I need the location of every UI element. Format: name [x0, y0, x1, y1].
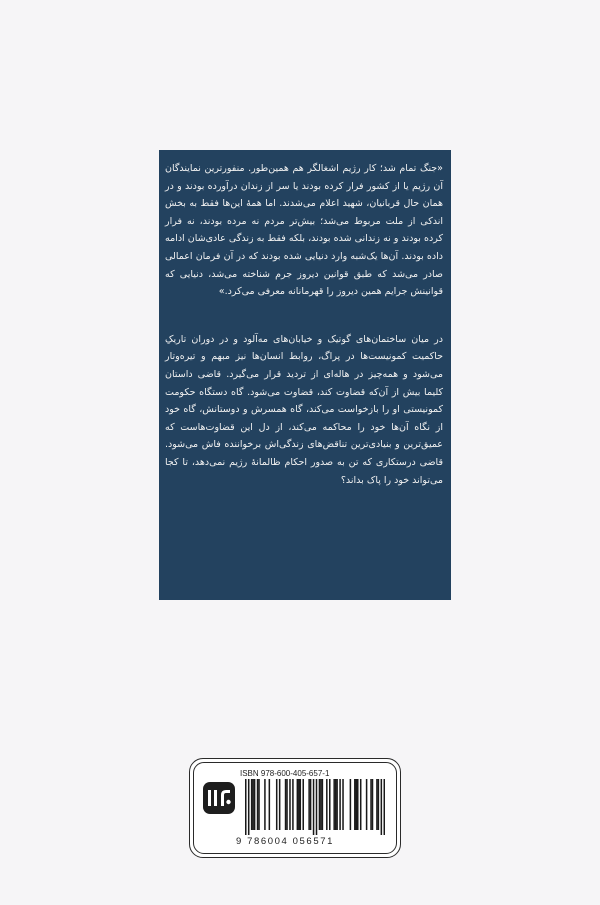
barcode-bar: [251, 779, 253, 830]
barcode-bar: [356, 779, 358, 830]
barcode-bar: [357, 779, 359, 830]
barcode-bar: [313, 779, 315, 835]
barcode-bar: [298, 779, 300, 830]
barcode-bar: [302, 779, 304, 830]
barcode-bar: [350, 779, 352, 830]
barcode-bars: [245, 779, 385, 835]
ean-digits: 9 786004 056571: [236, 836, 334, 847]
barcode-bar: [279, 779, 281, 830]
isbn-barcode-box: [189, 758, 401, 858]
barcode-bar: [326, 779, 328, 830]
quote-line: اعمالی صادر می‌شد که طبق قوانین دیروز جرم شناخته می‌شد، دنیایی که قوانینش: [165, 250, 443, 298]
summary-line: قضاوت می‌شود. گاه دستگاه حکومت کمونیستی او را بازخواست می‌کند، گاه: [165, 386, 443, 416]
barcode-bar: [381, 779, 383, 835]
barcode-bar: [258, 779, 260, 830]
quote-line: اعلام می‌شدند. اما همهٔ این‌ها فقط به بخش اندکی از ملت مربوط می‌شد؛ بیش‌تر: [165, 198, 443, 227]
barcode-bar: [322, 779, 324, 830]
barcode-bar: [289, 779, 291, 830]
barcode-bar: [308, 779, 310, 830]
barcode-bar: [376, 779, 378, 830]
barcode-bar: [316, 779, 318, 835]
barcode-bar: [366, 779, 368, 830]
barcode-bar: [276, 779, 278, 830]
quote-line: عادی‌شان ادامه داده بودند. آن‌ها یک‌شبه وارد دنیایی شده بودند که در آن فرمان: [165, 233, 443, 262]
blurb-summary: [165, 331, 443, 489]
barcode-bar: [333, 779, 335, 830]
summary-line: در میان ساختمان‌های گوتیک و خیابان‌های مه‌آلود و در دوران تاریکِ حاکمیت: [165, 333, 443, 363]
barcode-bar: [319, 779, 321, 830]
barcode-bar: [300, 779, 302, 830]
barcode-bar: [245, 779, 247, 835]
barcode-bar: [384, 779, 385, 835]
quote-line: کشور فرار کرده بودند یا سر از زندان درآورده بودند و در همان حال قربانیان، شهید: [165, 180, 443, 210]
quote-line: مردم نه مرده بودند، نه فرار کرده بودند و نه زندانی شده بودند، بلکه فقط به زندگی: [165, 215, 443, 245]
summary-line: کمونیست‌ها در پراگ، روابط انسان‌ها نیز مبهم و تیره‌وتار می‌شود و همه‌چیز در: [165, 351, 443, 380]
blurb-panel: [159, 150, 451, 600]
publisher-logo-icon: [202, 781, 236, 815]
barcode-bar: [254, 779, 256, 830]
blurb-quote: [165, 160, 443, 301]
isbn-label: ISBN 978-600-405-657-1: [240, 769, 330, 778]
barcode-bar: [320, 779, 322, 830]
barcode-bar: [360, 779, 362, 830]
barcode-bar: [269, 779, 271, 830]
summary-line: می‌شود. قاضی درستکاری که تن به صدور احکام ظالمانهٔ رژیم نمی‌دهد، تا کجا: [165, 439, 443, 468]
barcode-bar: [285, 779, 287, 830]
summary-line: هاله‌ای از تردید قرار می‌گیرد. قاضی داستان کلیما بیش از آن‌که قضاوت کند،: [165, 368, 443, 398]
barcode-bar: [372, 779, 374, 830]
barcode-bar: [286, 779, 288, 830]
quote-line: «جنگ تمام شد؛ کار رژیم اشغالگر هم همین‌طور. منفورترین نمایندگان آن رژیم یا از: [165, 163, 443, 192]
barcode-bar: [329, 779, 331, 830]
barcode-bar: [252, 779, 254, 830]
summary-line: همسرش و دوستانش، گاه خود از نگاه آن‌ها خود را محاکمه می‌کند، از دل این: [165, 404, 443, 433]
barcode-bar: [378, 779, 380, 830]
summary-line: قضاوت‌هاست که عمیق‌ترین و بنیادی‌ترین تناقض‌های زندگی‌اش برخواننده فاش: [165, 421, 443, 451]
barcode-bar: [264, 779, 266, 830]
barcode-bar: [342, 779, 344, 830]
barcode-bar: [339, 779, 341, 830]
barcode-bar: [370, 779, 372, 830]
barcode-bar: [354, 779, 356, 830]
barcode-bar: [257, 779, 259, 830]
quote-line: جرایم همین دیروز را قهرمانانه معرفی می‌کرد.»: [218, 286, 408, 298]
barcode-bar: [335, 779, 337, 830]
barcode-bar: [297, 779, 299, 830]
barcode-bar: [292, 779, 294, 830]
barcode-bar: [310, 779, 312, 830]
barcode-bar: [248, 779, 250, 835]
barcode-bar: [336, 779, 338, 830]
summary-line: می‌تواند خود را پاک بداند؟: [340, 474, 443, 486]
